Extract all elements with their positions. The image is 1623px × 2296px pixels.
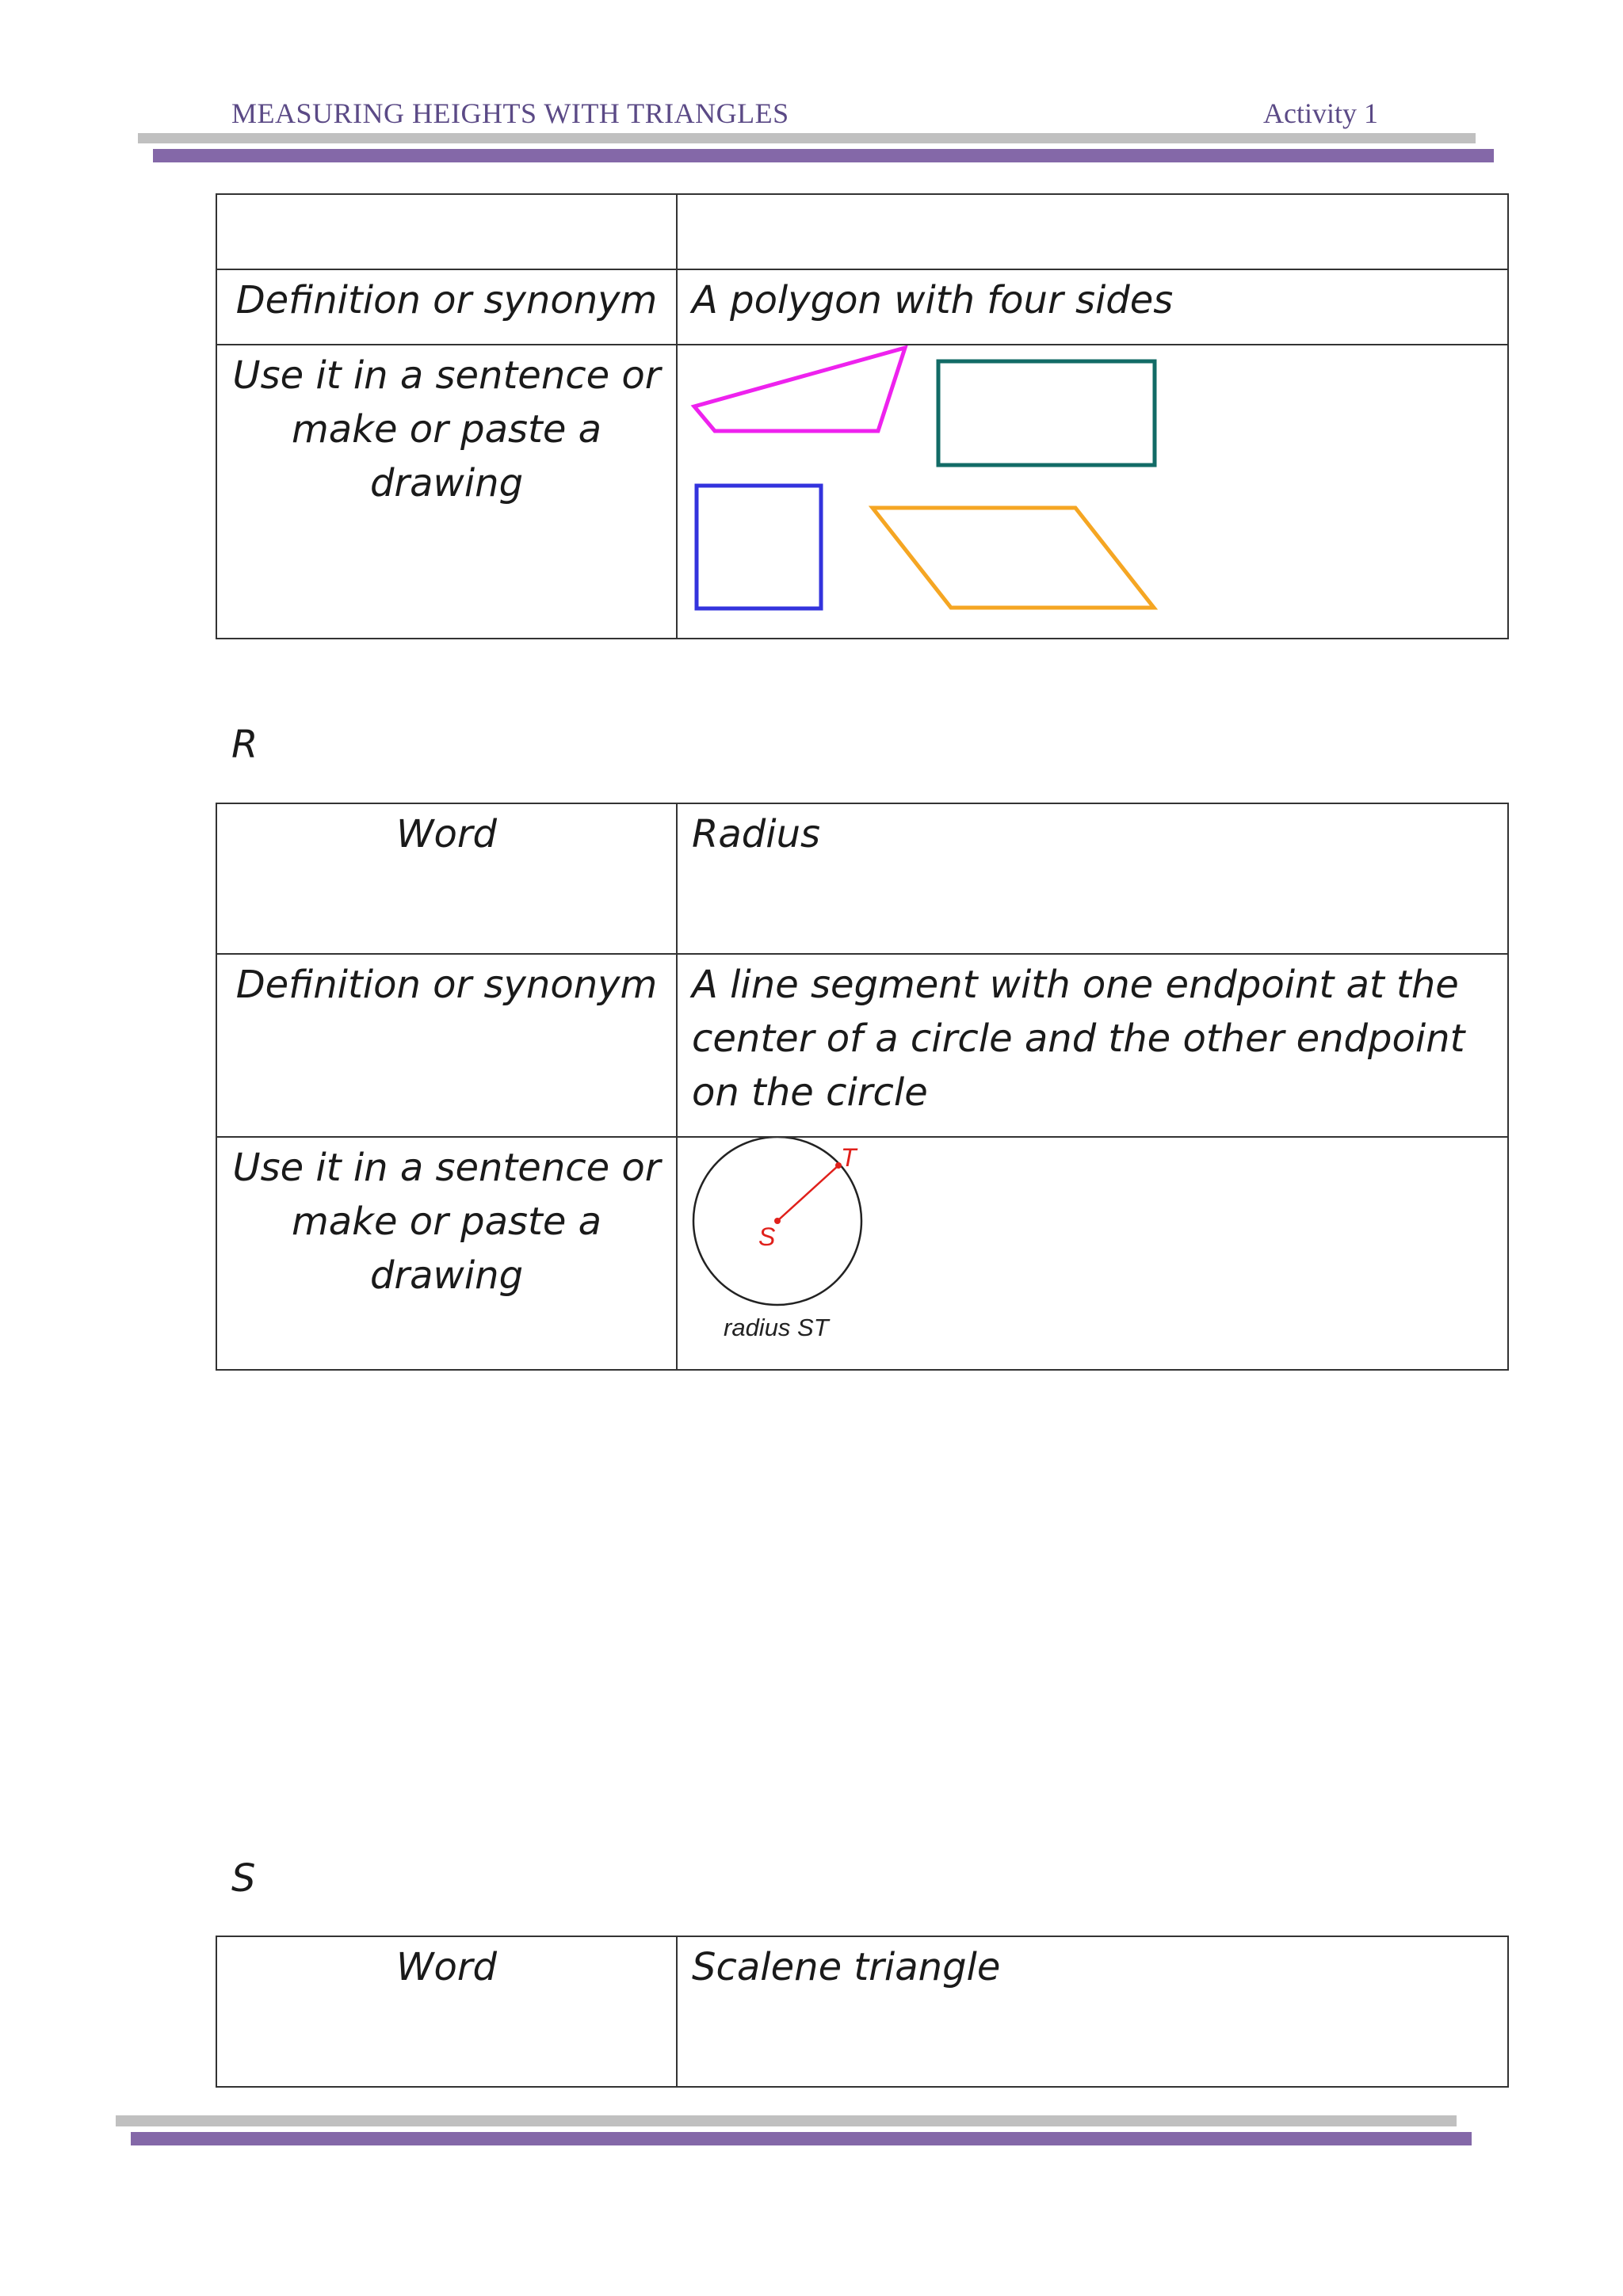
- radius-figure: [678, 1138, 915, 1369]
- usage-drawing-cell: [677, 345, 1508, 639]
- footer-purple-rule: [131, 2132, 1472, 2145]
- trapezoid-shape: [694, 348, 905, 431]
- word-label-cell: [216, 194, 677, 269]
- definition-value-cell: [677, 954, 1508, 1137]
- word-value-cell: Scalene triangle: [677, 1936, 1508, 2087]
- word-label-cell: Word: [216, 1936, 677, 2087]
- header-gray-rule: [138, 133, 1476, 143]
- square-shape: [697, 486, 821, 608]
- header-activity: Activity 1: [1263, 97, 1378, 129]
- usage-label-line: drawing: [369, 1253, 524, 1298]
- usage-label-line: Use it in a sentence or: [232, 1146, 661, 1190]
- definition-line: A line segment with one endpoint at the: [692, 963, 1459, 1007]
- footer-gray-rule: [116, 2115, 1457, 2126]
- usage-label-line: drawing: [369, 461, 524, 505]
- usage-label-line: make or paste a: [291, 1199, 602, 1244]
- definition-line: center of a circle and the other endpoint: [692, 1016, 1465, 1061]
- usage-label-line: make or paste a: [291, 407, 602, 452]
- parallelogram-shape: [873, 508, 1154, 608]
- usage-drawing-cell: [677, 1137, 1508, 1370]
- quadrilateral-table: [216, 193, 1509, 639]
- scalene-table: [216, 1936, 1509, 2088]
- definition-value-cell: A polygon with four sides: [677, 269, 1508, 345]
- section-letter-s: S: [231, 1856, 256, 1901]
- header-title: MEASURING HEIGHTS WITH TRIANGLES: [231, 97, 789, 129]
- rectangle-shape: [938, 361, 1155, 465]
- label-t: T: [841, 1143, 857, 1172]
- radius-caption: radius ST: [724, 1314, 829, 1341]
- usage-label-line: Use it in a sentence or: [232, 353, 661, 398]
- definition-label-cell: Definition or synonym: [216, 269, 677, 345]
- word-label-cell: Word: [216, 803, 677, 954]
- definition-line: on the circle: [692, 1070, 928, 1115]
- header-purple-rule: [153, 149, 1494, 162]
- section-letter-r: R: [231, 723, 258, 767]
- radius-table: [216, 803, 1509, 1371]
- definition-label-cell: Definition or synonym: [216, 954, 677, 1137]
- usage-label-cell: [216, 1137, 677, 1370]
- word-value-cell: [677, 194, 1508, 269]
- label-s: S: [758, 1222, 776, 1251]
- usage-label-cell: [216, 345, 677, 639]
- radius-segment: [777, 1165, 838, 1221]
- word-value-cell: Radius: [677, 803, 1508, 954]
- quadrilaterals-drawing: [678, 345, 1510, 638]
